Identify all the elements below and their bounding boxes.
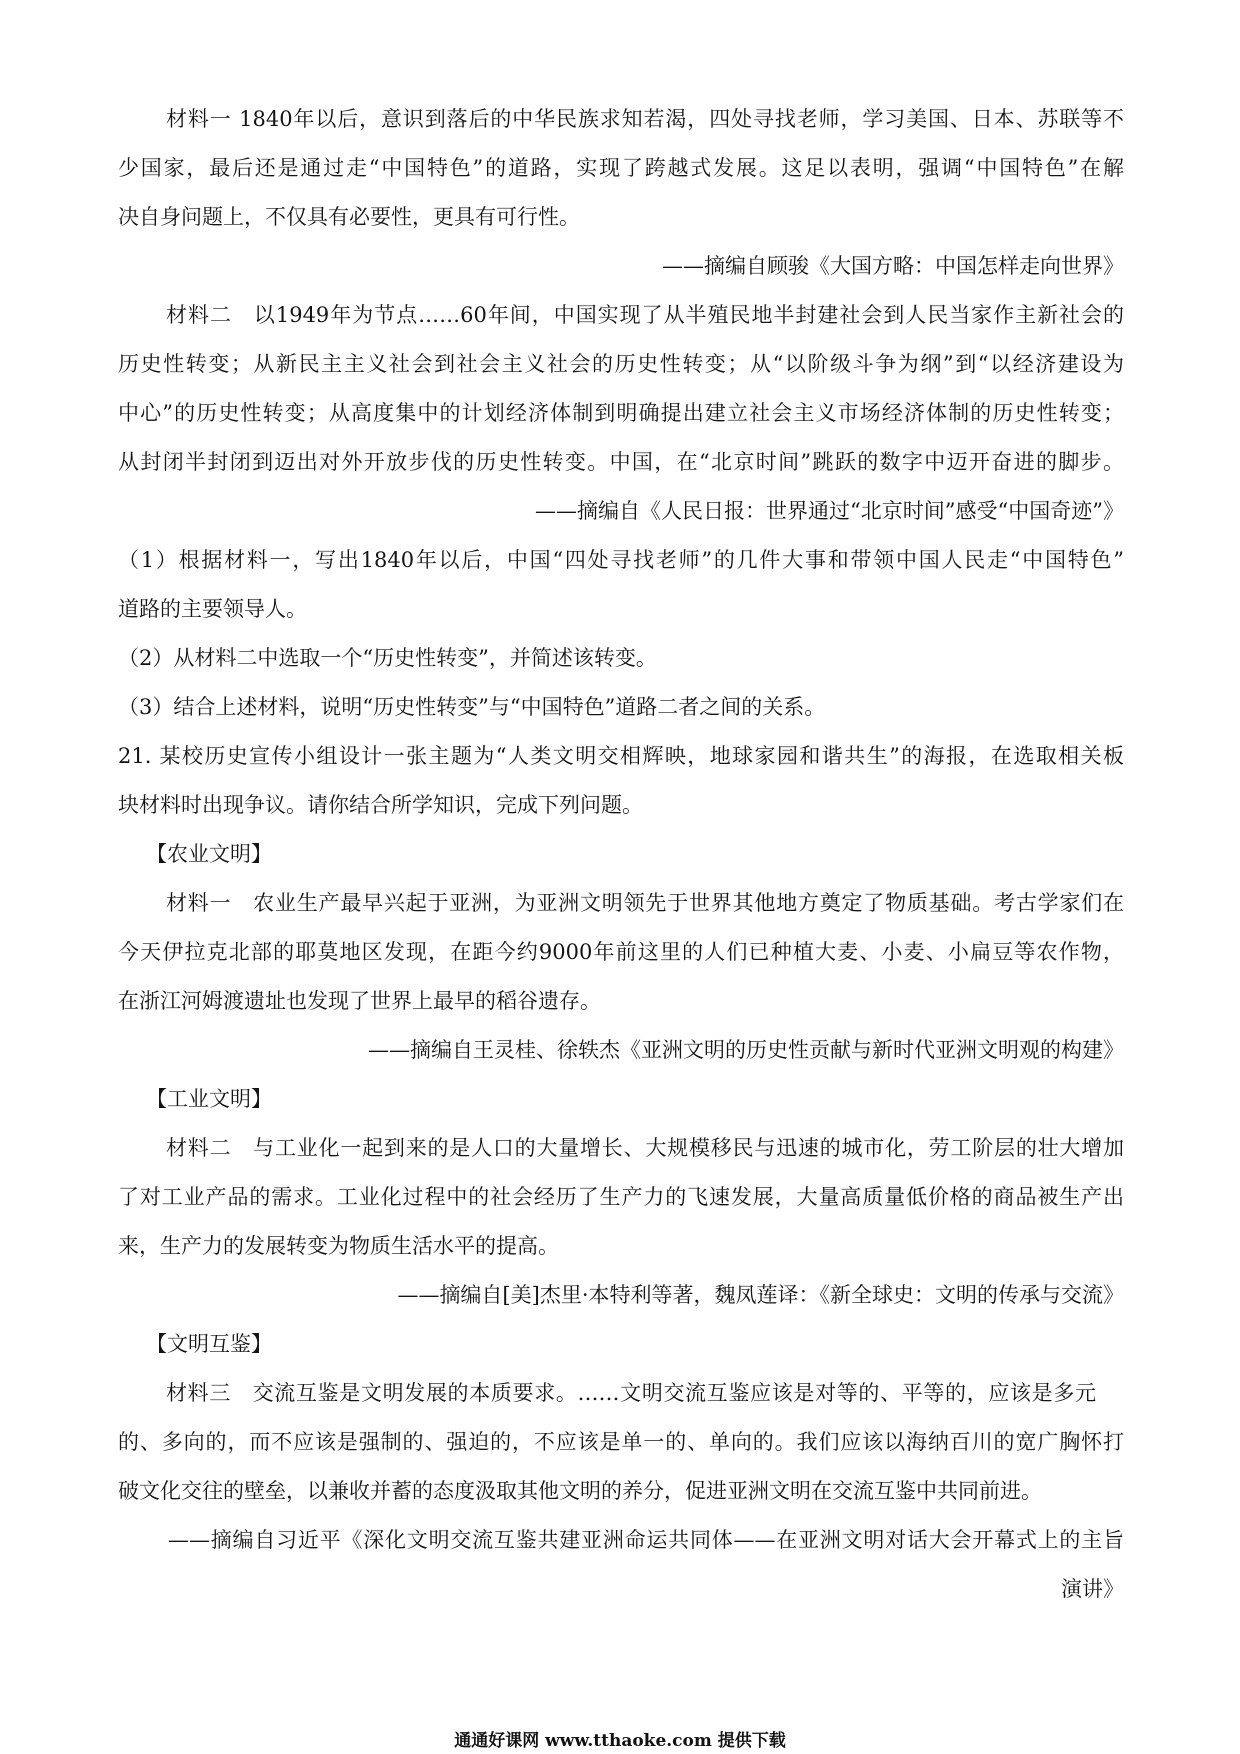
q20-material2-line: 中心”的历史性转变；从高度集中的计划经济体制到明确提出建立社会主义市场经济体制的历史性转变； [118,401,1124,425]
q20-material1-line: 材料一 1840年以后，意识到落后的中华民族求知若渴，四处寻找老师，学习美国、日本、苏联等不 [166,107,1124,131]
q20-material2-line: 从封闭半封闭到迈出对外开放步伐的历史性转变。中国，在“北京时间”跳跃的数字中迈开奋进的脚步。 [118,450,1124,474]
mutual-learning-source: ——摘编自习近平《深化文明交流互鉴共建亚洲命运共同体——在亚洲文明对话大会开幕式上的主旨 [168,1528,1124,1552]
q20-material2-source: ——摘编自《人民日报：世界通过“北京时间”感受“中国奇迹”》 [535,499,1124,523]
q20-subquestion-1: （1）根据材料一，写出1840年以后，中国“四处寻找老师”的几件大事和带领中国人民走“中国特色” [118,548,1124,572]
industry-material-line: 了对工业产品的需求。工业化过程中的社会经历了生产力的飞速发展，大量高质量低价格的商品被生产出 [118,1185,1124,1209]
mutual-learning-material-line: 的、多向的，而不应该是强制的、强迫的，不应该是单一的、单向的。我们应该以海纳百川的宽广胸怀打 [118,1430,1124,1454]
q20-material1-line: 少国家，最后还是通过走“中国特色”的道路，实现了跨越式发展。这足以表明，强调“中国特色”在解 [118,156,1124,180]
mutual-learning-material-line: 材料三 交流互鉴是文明发展的本质要求。……文明交流互鉴应该是对等的、平等的，应该是多元 [166,1381,1096,1405]
q21-stem-line: 21. 某校历史宣传小组设计一张主题为“人类文明交相辉映，地球家园和谐共生”的海报，在选取相关板 [118,744,1124,768]
page-content [118,95,1124,1614]
industry-material-line: 来，生产力的发展转变为物质生活水平的提高。 [118,1234,559,1258]
q20-material2-line: 材料二 以1949年为节点……60年间，中国实现了从半殖民地半封建社会到人民当家作主新社会的 [166,303,1124,327]
q20-material1-source: ——摘编自顾骏《大国方略：中国怎样走向世界》 [662,254,1124,278]
agriculture-material-line: 材料一 农业生产最早兴起于亚洲，为亚洲文明领先于世界其他地方奠定了物质基础。考古学家们在 [166,891,1124,915]
q20-material2-line: 历史性转变；从新民主主义社会到社会主义社会的历史性转变；从“以阶级斗争为纲”到“以经济建设为 [118,352,1124,376]
q21-stem-line: 块材料时出现争议。请你结合所学知识，完成下列问题。 [118,793,643,817]
page-footer: 通通好课网 www.tthaoke.com 提供下载 [454,1731,786,1751]
q20-subquestion-2: （2）从材料二中选取一个“历史性转变”，并简述该转变。 [118,646,657,670]
section-heading-industry: 【工业文明】 [146,1087,272,1111]
mutual-learning-source-cont: 演讲》 [1061,1577,1124,1601]
agriculture-source: ——摘编自王灵桂、徐轶杰《亚洲文明的历史性贡献与新时代亚洲文明观的构建》 [368,1038,1124,1062]
agriculture-material-line: 今天伊拉克北部的耶莫地区发现，在距今约9000年前这里的人们已种植大麦、小麦、小扁豆等农作物， [118,940,1124,964]
agriculture-material-line: 在浙江河姆渡遗址也发现了世界上最早的稻谷遗存。 [118,989,601,1013]
section-heading-mutual-learning: 【文明互鉴】 [146,1332,272,1356]
industry-material-line: 材料二 与工业化一起到来的是人口的大量增长、大规模移民与迅速的城市化，劳工阶层的壮大增加 [166,1136,1124,1160]
mutual-learning-material-line: 破文化交往的壁垒，以兼收并蓄的态度汲取其他文明的养分，促进亚洲文明在交流互鉴中共同前进。 [118,1479,1042,1503]
industry-source: ——摘编自[美]杰里·本特利等著，魏凤莲译：《新全球史：文明的传承与交流》 [397,1283,1124,1307]
q20-material1-line: 决自身问题上，不仅具有必要性，更具有可行性。 [118,205,580,229]
q20-subquestion-3: （3）结合上述材料，说明“历史性转变”与“中国特色”道路二者之间的关系。 [118,695,826,719]
section-heading-agriculture: 【农业文明】 [146,842,272,866]
q20-subquestion-1-cont: 道路的主要领导人。 [118,597,307,621]
